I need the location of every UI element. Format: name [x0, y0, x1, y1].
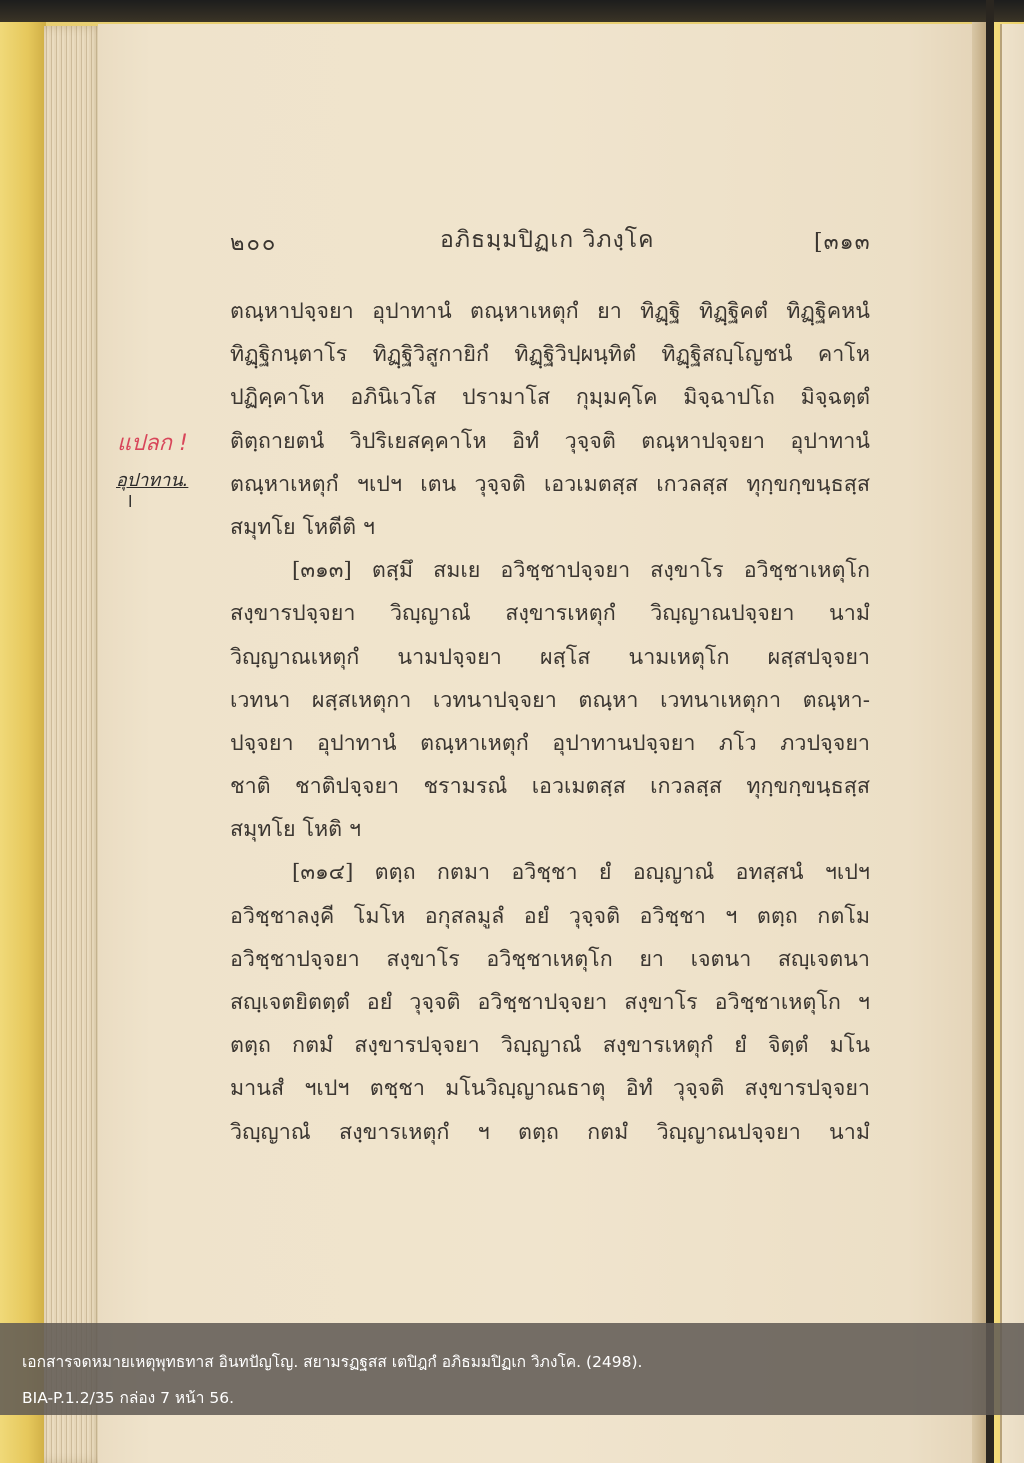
- caption-title: เอกสารจดหมายเหตุพุทธทาส อินทปัญโญ. สยามรฏฐสส เตปิฎกํ อภิธมมปิฏเก วิภงโค. (2498).: [22, 1353, 643, 1371]
- page-stack-edges: [44, 26, 104, 1463]
- margin-note-red: แปลก !: [117, 431, 188, 456]
- book-cover-top-edge: [0, 0, 1024, 22]
- caption-reference: BIA-P.1.2/35 กล่อง 7 หน้า 56.: [22, 1389, 235, 1407]
- running-title: อภิธมฺมปิฏเก วิภงฺโค: [440, 227, 655, 253]
- text-line: สมุทโย โหตีติ ฯ: [230, 514, 375, 540]
- text-line: อวิชฺชาปจฺจยา สงฺขาโร อวิชฺชาเหตุโก ยา เจตนา สญฺเจตนา: [230, 946, 870, 972]
- text-line: สมุทโย โหติ ฯ: [230, 817, 362, 843]
- text-line: ตตฺถ กตมํ สงฺขารปจฺจยา วิญฺญาณํ สงฺขารเหตุกํ ยํ จิตฺตํ มโน: [230, 1033, 870, 1059]
- text-line: วิญฺญาณํ สงฺขารเหตุกํ ฯ ตตฺถ กตมํ วิญฺญาณปจฺจยา นามํ: [230, 1119, 870, 1145]
- book-cover-left: [0, 22, 46, 1463]
- text-line: ตณฺหาเหตุกํ ฯเปฯ เตน วุจฺจติ เอวเมตสฺส เกวลสฺส ทุกฺขกฺขนฺธสฺส: [230, 471, 870, 497]
- text-line: เวทนา ผสฺสเหตุกา เวทนาปจฺจยา ตณฺหา เวทนาเหตุกา ตณฺหา-: [230, 687, 870, 713]
- next-page-edge: [1000, 24, 1024, 1463]
- page-number: ๒๐๐: [230, 231, 278, 256]
- text-line: ทิฏฺฐิกนฺตาโร ทิฏฺฐิวิสูกายิกํ ทิฏฺฐิวิปฺผนฺทิตํ ทิฏฺฐิสญฺโญชนํ คาโห: [230, 342, 870, 368]
- margin-note-handwritten: อุปาทาน.: [116, 470, 189, 491]
- margin-note-mark: l: [128, 492, 133, 511]
- text-line: อวิชฺชาลงฺคี โมโห อกุสลมูลํ อยํ วุจฺจติ อวิชฺชา ฯ ตตฺถ กตโม: [230, 903, 870, 929]
- section-number: [๓๑๓: [814, 230, 871, 255]
- text-line: มานสํ ฯเปฯ ตชฺชา มโนวิญฺญาณธาตุ อิทํ วุจฺจติ สงฺขารปจฺจยา: [230, 1076, 870, 1102]
- body-text: [230, 290, 870, 1154]
- text-line: ปฏิคฺคาโห อภินิเวโส ปรามาโส กุมฺมคฺโค มิจฺฉาปโถ มิจฺฉตฺตํ: [230, 385, 870, 411]
- text-line: [๓๑๓] ตสฺมึ สมเย อวิชฺชาปจฺจยา สงฺขาโร อวิชฺชาเหตุโก: [292, 558, 870, 584]
- text-line: สงฺขารปจฺจยา วิญฺญาณํ สงฺขารเหตุกํ วิญฺญาณปจฺจยา นามํ: [230, 601, 870, 627]
- text-line: ชาติ ชาติปจฺจยา ชรามรณํ เอวเมตสฺส เกวลสฺส ทุกฺขกฺขนฺธสฺส: [230, 774, 870, 800]
- text-line: ตณฺหาปจฺจยา อุปาทานํ ตณฺหาเหตุกํ ยา ทิฏฺฐิ ทิฏฺฐิคตํ ทิฏฺฐิคหนํ: [230, 299, 870, 324]
- text-line: สญฺเจตยิตตฺตํ อยํ วุจฺจติ อวิชฺชาปจฺจยา สงฺขาโร อวิชฺชาเหตุโก ฯ: [230, 990, 870, 1015]
- text-line: วิญฺญาณเหตุกํ นามปจฺจยา ผสฺโส นามเหตุโก ผสฺสปจฺจยา: [230, 644, 870, 670]
- text-line: [๓๑๔] ตตฺถ กตมา อวิชฺชา ยํ อญฺญาณํ อทสฺสนํ ฯเปฯ: [292, 860, 870, 886]
- book-spine-shadow: [986, 0, 994, 1463]
- text-line: ติตฺถายตนํ วิปริเยสคฺคาโห อิทํ วุจฺจติ ตณฺหาปจฺจยา อุปาทานํ: [230, 428, 870, 454]
- text-line: ปจฺจยา อุปาทานํ ตณฺหาเหตุกํ อุปาทานปจฺจยา ภโว ภวปจฺจยา: [230, 730, 870, 756]
